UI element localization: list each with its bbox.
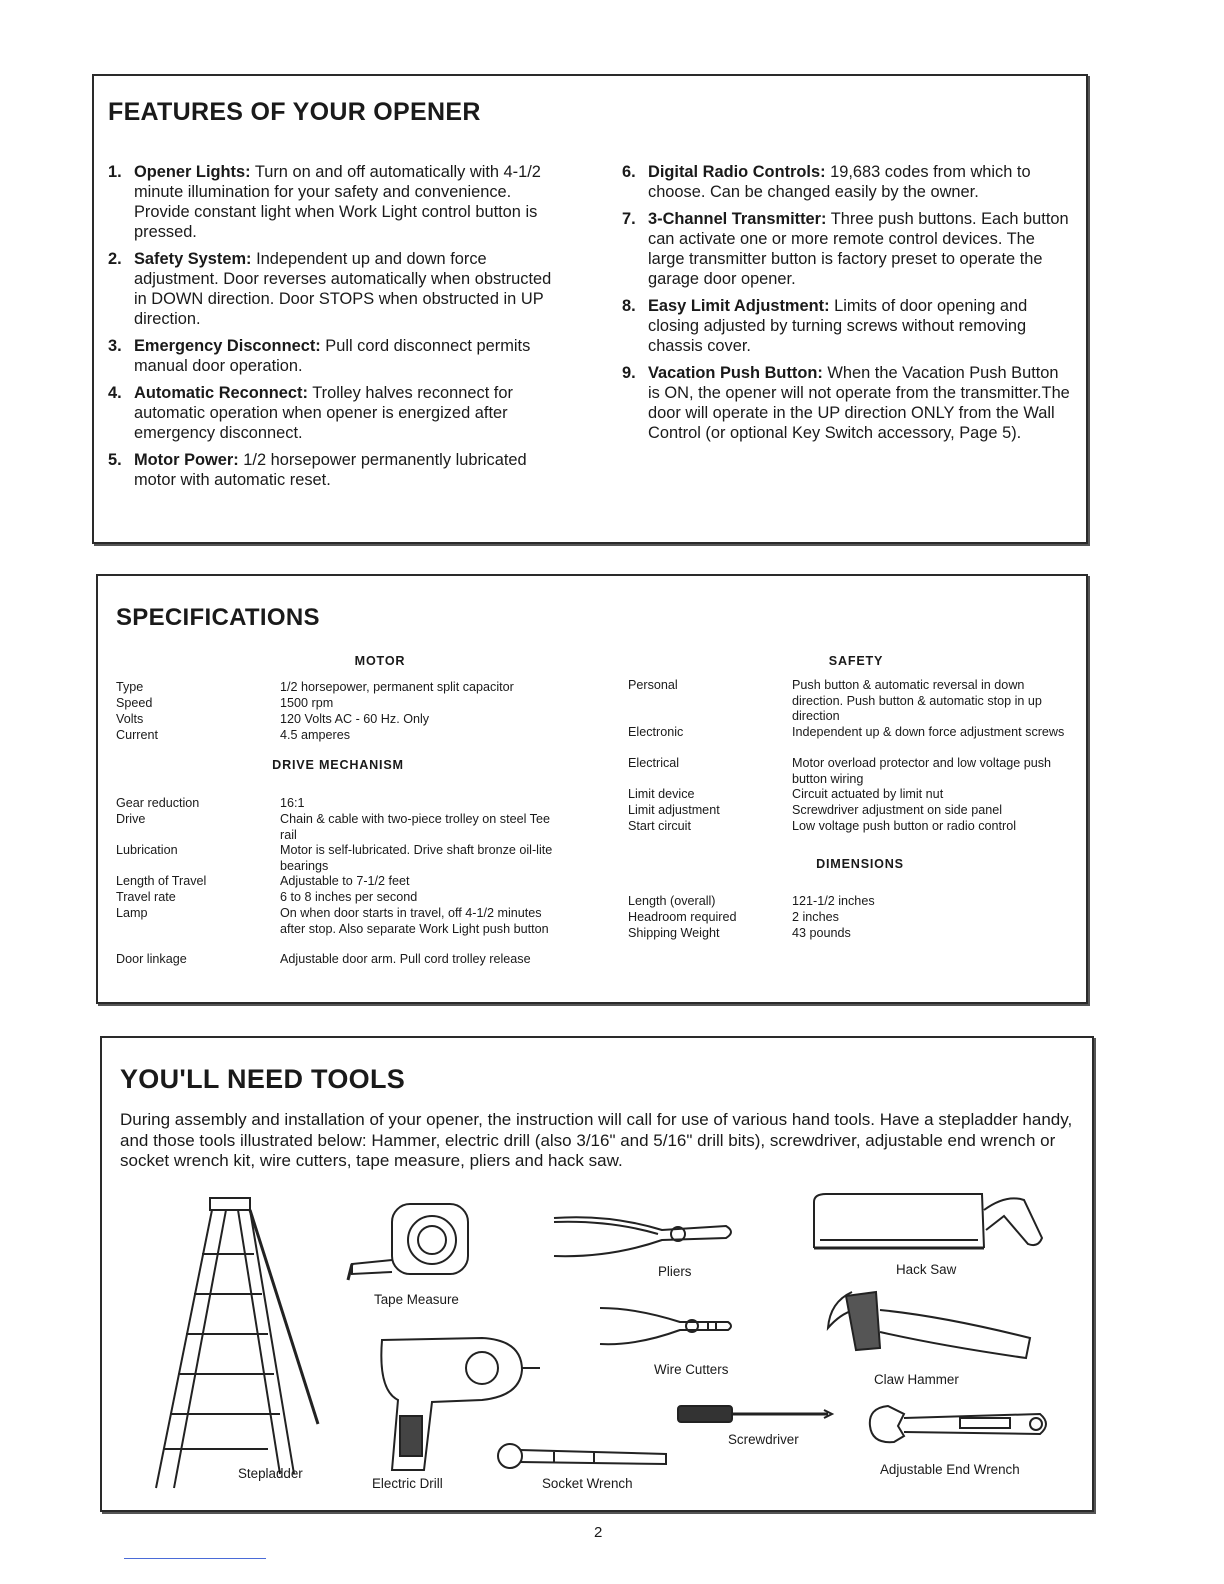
electric-drill-caption: Electric Drill bbox=[372, 1476, 443, 1491]
screwdriver-illustration bbox=[676, 1402, 836, 1426]
tools-title: YOU'LL NEED TOOLS bbox=[120, 1064, 406, 1094]
spec-row bbox=[98, 678, 1088, 726]
feature-number: 7. bbox=[622, 210, 636, 228]
specifications-title: SPECIFICATIONS bbox=[116, 604, 320, 631]
spec-value: Adjustable door arm. Pull cord trolley release bbox=[280, 952, 531, 966]
screwdriver-caption: Screwdriver bbox=[728, 1432, 799, 1447]
spec-row bbox=[98, 787, 1088, 803]
spec-row bbox=[98, 926, 1088, 942]
feature-heading: Easy Limit Adjustment: bbox=[648, 297, 830, 315]
spec-label: Start circuit bbox=[628, 819, 691, 833]
dimensions-heading: DIMENSIONS bbox=[816, 857, 904, 871]
spec-row bbox=[98, 803, 1088, 819]
hack-saw-illustration bbox=[806, 1190, 1046, 1266]
feature-text: Three push buttons. Each button can activate one or more remote control devices. The large transmitter button is factory preset to operate the garage door opener. bbox=[648, 210, 1069, 288]
tools-panel bbox=[100, 1036, 1094, 1512]
pliers-illustration bbox=[550, 1206, 740, 1266]
feature-number: 9. bbox=[622, 364, 636, 382]
claw-hammer-caption: Claw Hammer bbox=[874, 1372, 959, 1387]
spec-label: Headroom required bbox=[628, 910, 737, 924]
spec-row bbox=[98, 910, 1088, 926]
tape-measure-caption: Tape Measure bbox=[374, 1292, 459, 1307]
spec-label: Gear reduction bbox=[116, 796, 200, 810]
spec-row bbox=[98, 894, 1088, 910]
stepladder-caption: Stepladder bbox=[238, 1466, 303, 1481]
feature-number: 6. bbox=[622, 163, 636, 181]
spec-label: Electronic bbox=[628, 725, 684, 739]
tape-measure-illustration bbox=[346, 1200, 476, 1290]
spec-value: 4.5 amperes bbox=[280, 728, 351, 742]
wire-cutters-caption: Wire Cutters bbox=[654, 1362, 729, 1377]
spec-value: On when door starts in travel, off 4-1/2 minutes after stop. Also separate Work Light push button bbox=[280, 906, 549, 936]
spec-value: 121-1/2 inches bbox=[792, 894, 875, 908]
feature-text: 19,683 codes from which to choose. Can be changed easily by the owner. bbox=[648, 163, 1031, 201]
motor-heading: MOTOR bbox=[354, 654, 406, 668]
adjustable-end-wrench-illustration bbox=[864, 1400, 1054, 1450]
feature-number: 8. bbox=[622, 297, 636, 315]
spec-label: Limit adjustment bbox=[628, 803, 720, 817]
spec-value: 1500 rpm bbox=[280, 696, 334, 710]
feature-heading: Emergency Disconnect: bbox=[134, 337, 321, 355]
features-title: FEATURES OF YOUR OPENER bbox=[108, 98, 481, 126]
spec-label: Electrical bbox=[628, 756, 680, 770]
socket-wrench-caption: Socket Wrench bbox=[542, 1476, 633, 1491]
spec-row bbox=[98, 756, 1088, 788]
spec-value: Circuit actuated by limit nut bbox=[792, 787, 944, 801]
spec-value: Motor overload protector and low voltage push button wiring bbox=[792, 756, 1052, 786]
spec-label: Lubrication bbox=[116, 843, 178, 857]
spec-label: Speed bbox=[116, 696, 153, 710]
spec-label: Drive bbox=[116, 812, 146, 826]
feature-item bbox=[108, 383, 558, 443]
feature-text: Turn on and off automatically with 4-1/2 minute illumination for your safety and convenience. Provide constant light when Work Light control button is pressed. bbox=[134, 163, 541, 241]
spec-value: 43 pounds bbox=[792, 926, 851, 940]
spec-value: Chain & cable with two-piece trolley on steel Tee rail bbox=[280, 812, 550, 842]
tools-intro-text: During assembly and installation of your opener, the instruction will call for use of various hand tools. Have a stepladder handy, and those tools illustrated below: Hammer, electric drill (also 3/16" and 5/16" drill bits), screwdriver, adjustable end wrench or socket wrench kit, wire cutters, tape measure, pliers and hack saw. bbox=[120, 1110, 1073, 1170]
spec-value: 120 Volts AC - 60 Hz. Only bbox=[280, 712, 430, 726]
feature-text: Trolley halves reconnect for automatic operation when opener is energized after emergency disconnect. bbox=[134, 384, 513, 442]
spec-label: Volts bbox=[116, 712, 144, 726]
spec-value: Push button & automatic reversal in down direction. Push button & automatic stop in up direction bbox=[792, 678, 1042, 724]
spec-row bbox=[98, 874, 578, 890]
feature-number: 2. bbox=[108, 250, 122, 268]
pliers-caption: Pliers bbox=[658, 1264, 692, 1279]
feature-number: 5. bbox=[108, 451, 122, 469]
feature-heading: 3-Channel Transmitter: bbox=[648, 210, 827, 228]
page-number: 2 bbox=[594, 1524, 603, 1541]
spec-label: Length of Travel bbox=[116, 874, 207, 888]
feature-text: When the Vacation Push Button is ON, the opener will not operate from the transmitter.The door will operate in the UP direction ONLY from the Wall Control (or optional Key Switch accessory, Page 5). bbox=[648, 364, 1070, 442]
feature-text: Limits of door opening and closing adjusted by turning screws without removing chassis cover. bbox=[648, 297, 1028, 355]
safety-heading: SAFETY bbox=[828, 654, 884, 668]
spec-value: Adjustable to 7-1/2 feet bbox=[280, 874, 410, 888]
spec-label: Door linkage bbox=[116, 952, 187, 966]
spec-label: Current bbox=[116, 728, 158, 742]
spec-label: Type bbox=[116, 680, 144, 694]
feature-item bbox=[108, 450, 558, 490]
footer-rule bbox=[124, 1558, 266, 1559]
spec-value: Screwdriver adjustment on side panel bbox=[792, 803, 1003, 817]
feature-item bbox=[622, 296, 1074, 356]
feature-heading: Digital Radio Controls: bbox=[648, 163, 826, 181]
feature-number: 3. bbox=[108, 337, 122, 355]
spec-value: 6 to 8 inches per second bbox=[280, 890, 418, 904]
feature-item bbox=[622, 162, 1074, 202]
feature-item bbox=[108, 336, 558, 376]
spec-value: 16:1 bbox=[280, 796, 305, 810]
drive-mechanism-heading: DRIVE MECHANISM bbox=[272, 758, 404, 772]
feature-heading: Vacation Push Button: bbox=[648, 364, 823, 382]
socket-wrench-illustration bbox=[494, 1434, 674, 1474]
spec-label: Shipping Weight bbox=[628, 926, 720, 940]
feature-item bbox=[108, 162, 558, 242]
spec-row bbox=[98, 819, 1088, 835]
feature-text: Independent up and down force adjustment. Door reverses automatically when obstructed in DOWN direction. Door STOPS when obstructed in UP direction. bbox=[134, 250, 552, 328]
feature-heading: Safety System: bbox=[134, 250, 252, 268]
stepladder-illustration bbox=[142, 1194, 332, 1494]
spec-value: Independent up & down force adjustment screws bbox=[792, 725, 1065, 739]
spec-row bbox=[98, 952, 578, 984]
specifications-panel bbox=[96, 574, 1088, 1004]
spec-label: Length (overall) bbox=[628, 894, 716, 908]
feature-number: 4. bbox=[108, 384, 122, 402]
wire-cutters-illustration bbox=[596, 1300, 736, 1352]
hack-saw-caption: Hack Saw bbox=[896, 1262, 957, 1277]
features-list-left bbox=[108, 162, 558, 497]
feature-heading: Opener Lights: bbox=[134, 163, 251, 181]
features-list-right bbox=[622, 162, 1074, 450]
feature-item bbox=[108, 249, 558, 329]
feature-item bbox=[622, 209, 1074, 289]
claw-hammer-illustration bbox=[822, 1288, 1042, 1372]
spec-label: Limit device bbox=[628, 787, 695, 801]
spec-row bbox=[98, 843, 578, 875]
feature-number: 1. bbox=[108, 163, 122, 181]
spec-value: 1/2 horsepower, permanent split capacitor bbox=[280, 680, 514, 694]
feature-item bbox=[622, 363, 1074, 443]
feature-text: Pull cord disconnect permits manual door operation. bbox=[134, 337, 531, 375]
spec-label: Travel rate bbox=[116, 890, 176, 904]
features-panel bbox=[92, 74, 1088, 544]
spec-label: Lamp bbox=[116, 906, 148, 920]
spec-label: Personal bbox=[628, 678, 678, 692]
adjustable-end-wrench-caption: Adjustable End Wrench bbox=[880, 1462, 1020, 1477]
spec-value: 2 inches bbox=[792, 910, 839, 924]
spec-row bbox=[98, 725, 1088, 757]
spec-value: Low voltage push button or radio control bbox=[792, 819, 1017, 833]
feature-heading: Motor Power: bbox=[134, 451, 239, 469]
feature-heading: Automatic Reconnect: bbox=[134, 384, 308, 402]
spec-value: Motor is self-lubricated. Drive shaft bronze oil-lite bearings bbox=[280, 843, 553, 873]
feature-text: 1/2 horsepower permanently lubricated motor with automatic reset. bbox=[134, 451, 527, 489]
